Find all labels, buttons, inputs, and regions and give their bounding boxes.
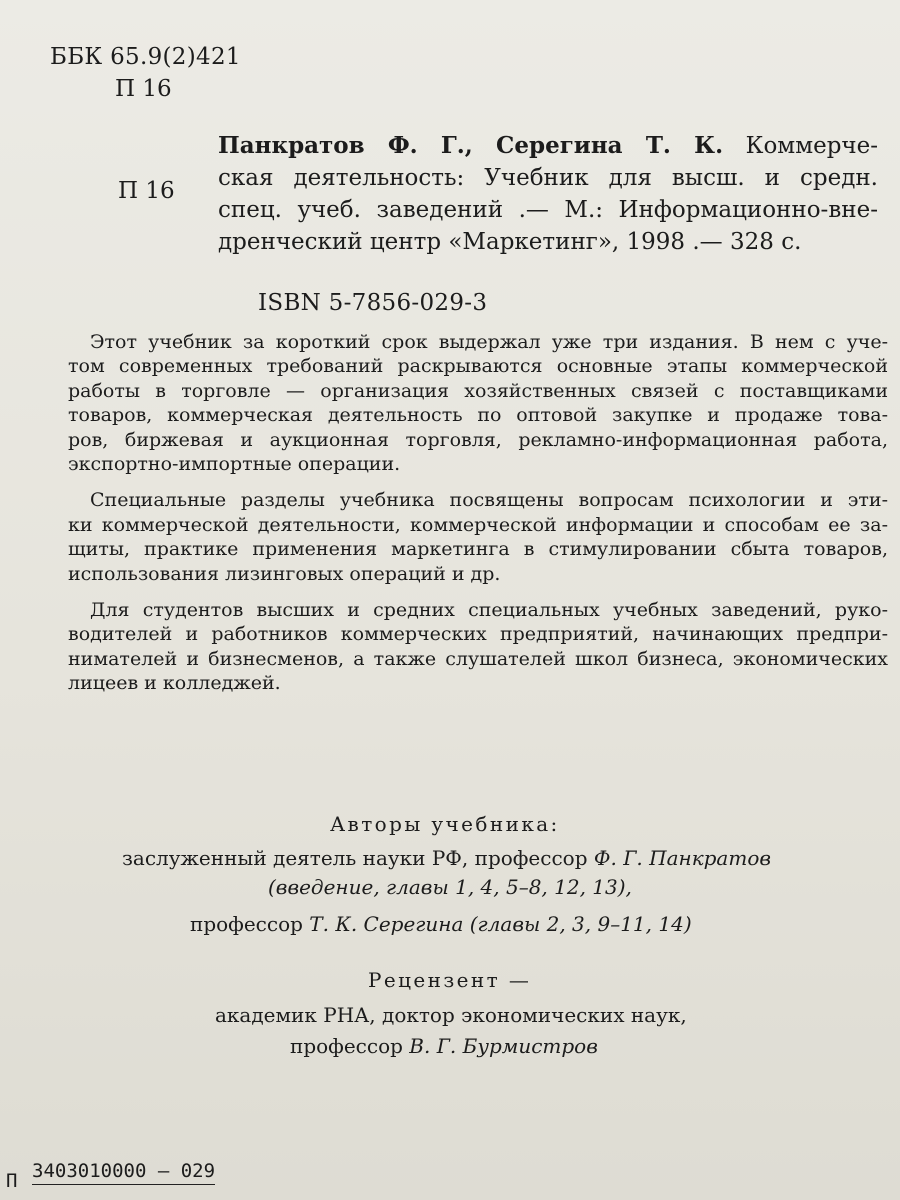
- abstract-line: том современных требований раскрываются основные этапы коммерческой: [68, 355, 888, 378]
- abstract-line: Для студентов высших и средних специальных учебных заведений, руко-: [90, 599, 888, 622]
- abstract-line: ров, биржевая и аукционная торговля, рекламно-информационная работа,: [68, 428, 888, 451]
- author-1-title: заслуженный деятель науки РФ, профессор: [122, 846, 594, 870]
- abstract-paragraph-1: [68, 330, 888, 476]
- author-index-left: П 16: [118, 178, 175, 204]
- author-1-name: Ф. Г. Панкратов: [593, 846, 772, 870]
- isbn: ISBN 5-7856-029-3: [258, 290, 488, 316]
- abstract-line: Специальные разделы учебника посвящены вопросам психологии и эти-: [90, 489, 888, 512]
- abstract-line: лицеев и колледжей.: [68, 672, 281, 695]
- footer-prefix: П: [6, 1170, 18, 1192]
- reviewer-heading: Рецензент —: [368, 968, 532, 992]
- abstract-line: товаров, коммерческая деятельность по оптовой закупке и продаже това-: [68, 404, 888, 427]
- abstract-line: ки коммерческой деятельности, коммерческой информации и способам ее за-: [68, 513, 888, 536]
- abstract: [68, 330, 888, 708]
- bbk-classification: ББК 65.9(2)421: [50, 44, 241, 70]
- reviewer-name-line: [290, 1034, 598, 1058]
- abstract-paragraph-3: [68, 598, 888, 696]
- abstract-line: водителей и работников коммерческих предприятий, начинающих предпри-: [68, 623, 888, 646]
- abstract-line: щиты, практике применения маркетинга в стимулировании сбыта товаров,: [68, 538, 888, 561]
- footer-code: 3403010000 – 029: [32, 1160, 215, 1185]
- abstract-paragraph-2: [68, 488, 888, 586]
- citation-line-2: ская деятельность: Учебник для высш. и средн.: [218, 165, 878, 191]
- reviewer-title: профессор: [290, 1034, 410, 1058]
- author-index-top: П 16: [115, 76, 172, 102]
- reviewer-credentials: академик РНА, доктор экономических наук,: [215, 1003, 687, 1027]
- authors-heading: Авторы учебника:: [330, 812, 560, 836]
- author-2-title: профессор: [190, 912, 310, 936]
- abstract-line: использования лизинговых операций и др.: [68, 562, 501, 585]
- citation-title-start: Коммерче-: [745, 133, 879, 159]
- bibliographic-citation: [218, 130, 878, 258]
- citation-line-1: [218, 130, 878, 162]
- abstract-line: нимателей и бизнесменов, а также слушателей школ бизнеса, экономических: [68, 647, 888, 670]
- author-2-credit: [190, 912, 692, 936]
- reviewer-name: В. Г. Бурмистров: [409, 1034, 598, 1058]
- author-1-chapters: (введение, главы 1, 4, 5–8, 12, 13),: [268, 875, 632, 899]
- author-1-credit: [122, 846, 771, 870]
- citation-line-3: спец. учеб. заведений .— М.: Информационно-вне-: [218, 197, 878, 223]
- abstract-line: работы в торговле — организация хозяйственных связей с поставщиками: [68, 379, 888, 402]
- citation-line-4: дренческий центр «Маркетинг», 1998 .— 328 с.: [218, 229, 802, 255]
- abstract-line: Этот учебник за короткий срок выдержал уже три издания. В нем с уче-: [90, 331, 888, 353]
- citation-authors: Панкратов Ф. Г., Серегина Т. К.: [218, 132, 724, 159]
- author-2-name: Т. К. Серегина (главы 2, 3, 9–11, 14): [309, 912, 692, 936]
- abstract-line: экспортно-импортные операции.: [68, 453, 401, 476]
